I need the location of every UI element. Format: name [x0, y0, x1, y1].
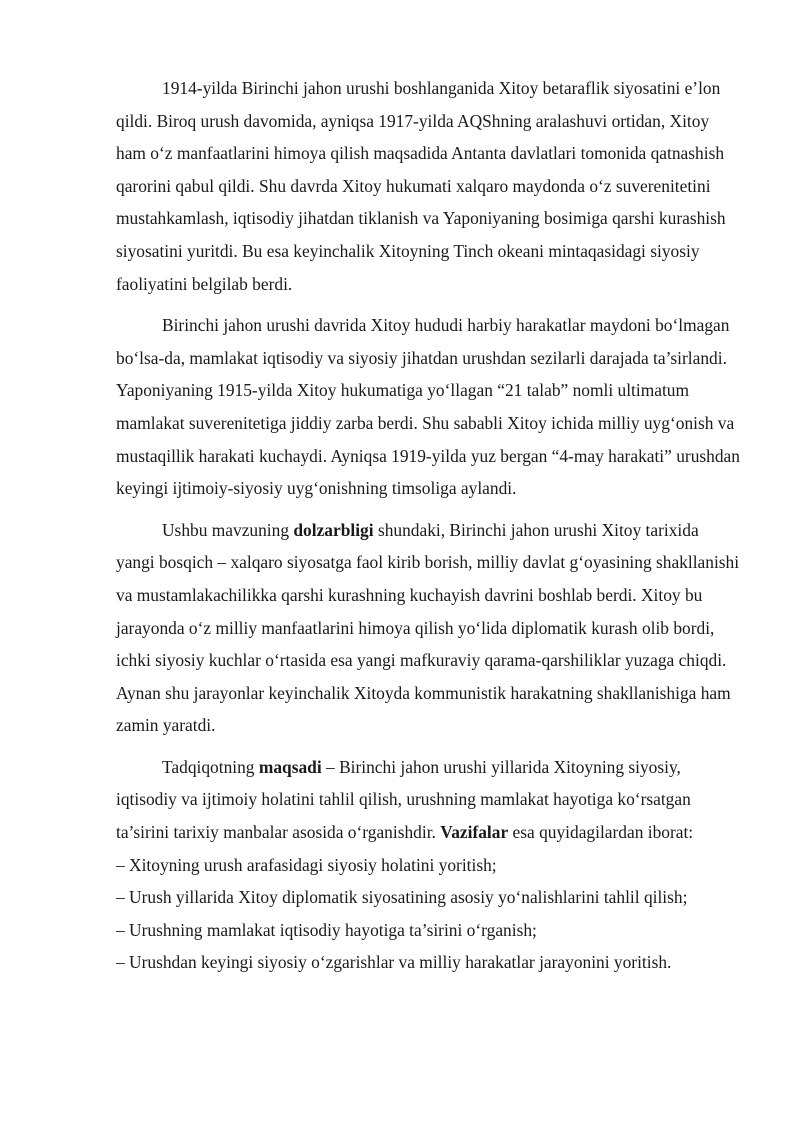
paragraph-text-middle: – Birinchi jahon urushi yillarida Xitoyning siyosiy, iqtisodiy va ijtimoiy holatini tahlil qilish, urushning mamlakat hayotiga ko‘rsatgan ta’sirini tarixiy manbalar asosida o‘rganishdir.	[116, 756, 691, 843]
paragraph-relevance	[116, 514, 740, 742]
paragraph-text-after: shundaki, Birinchi jahon urushi Xitoy tarixida yangi bosqich – xalqaro siyosatga faol kirib borish, milliy davlat g‘oyasining shakllanishi va mustamlakachilikka qarshi kurashning kuchayish davrini boshlab berdi. Xitoy bu jarayonda o‘z milliy manfaatlarini himoya qilish yo‘lida diplomatik kurash olib bordi, ichki siyosiy kuchlar o‘rtasida esa yangi mafkuraviy qarama-qarshiliklar yuzaga chiqdi. Aynan shu jarayonlar keyinchalik Xitoyda kommunistik harakatning shakllanishiga ham zamin yaratdi.	[116, 519, 740, 736]
paragraph-intro	[116, 72, 740, 300]
paragraph-war-impact	[116, 309, 740, 505]
task-item: – Urushdan keyingi siyosiy o‘zgarishlar va milliy harakatlar jarayonini yoritish.	[116, 952, 672, 973]
task-item: – Xitoyning urush arafasidagi siyosiy holatini yoritish;	[116, 854, 497, 875]
paragraph-text-after: esa quyidagilardan iborat:	[508, 822, 694, 843]
paragraph-text: Birinchi jahon urushi davrida Xitoy hududi harbiy harakatlar maydoni bo‘lmagan bo‘lsa-da, mamlakat iqtisodiy va siyosiy jihatdan urushdan sezilarli darajada ta’sirlandi. Yaponiyaning 1915-yilda Xitoy hukumatiga yo‘llagan “21 talab” nomli ultimatum mamlakat suverenitetiga jiddiy zarba berdi. Shu sababli Xitoy ichida milliy uyg‘onish va mustaqillik harakati kuchaydi. Ayniqsa 1919-yilda yuz bergan “4-may harakati” urushdan keyingi ijtimoiy-siyosiy uyg‘onishning timsoliga aylandi.	[116, 315, 740, 499]
task-item: – Urush yillarida Xitoy diplomatik siyosatining asosiy yo‘nalishlarini tahlil qilish;	[116, 887, 688, 908]
paragraph-text: 1914-yilda Birinchi jahon urushi boshlanganida Xitoy betaraflik siyosatini e’lon qildi. Biroq urush davomida, ayniqsa 1917-yilda AQShning aralashuvi ortidan, Xitoy ham o‘z manfaatlarini himoya qilish maqsadida Antanta davlatlari tomonida qatnashish qarorini qabul qildi. Shu davrda Xitoy hukumati xalqaro maydonda o‘z suverenitetini mustahkamlash, iqtisodiy jihatdan tiklanish va Yaponiyaning bosimiga qarshi kurashish siyosatini yuritdi. Bu esa keyinchalik Xitoyning Tinch okeani mintaqasidagi siyosiy faoliyatini belgilab berdi.	[116, 78, 726, 294]
task-item: – Urushning mamlakat iqtisodiy hayotiga ta’sirini o‘rganish;	[116, 919, 537, 940]
paragraph-text-before: Ushbu mavzuning	[162, 519, 294, 540]
paragraph-goal	[116, 751, 740, 849]
document-body	[116, 72, 740, 979]
term-vazifalar: Vazifalar	[440, 822, 509, 843]
term-maqsadi: maqsadi	[258, 756, 322, 777]
paragraph-text-before: Tadqiqotning	[162, 756, 259, 777]
term-dolzarbligi: dolzarbligi	[293, 519, 374, 540]
